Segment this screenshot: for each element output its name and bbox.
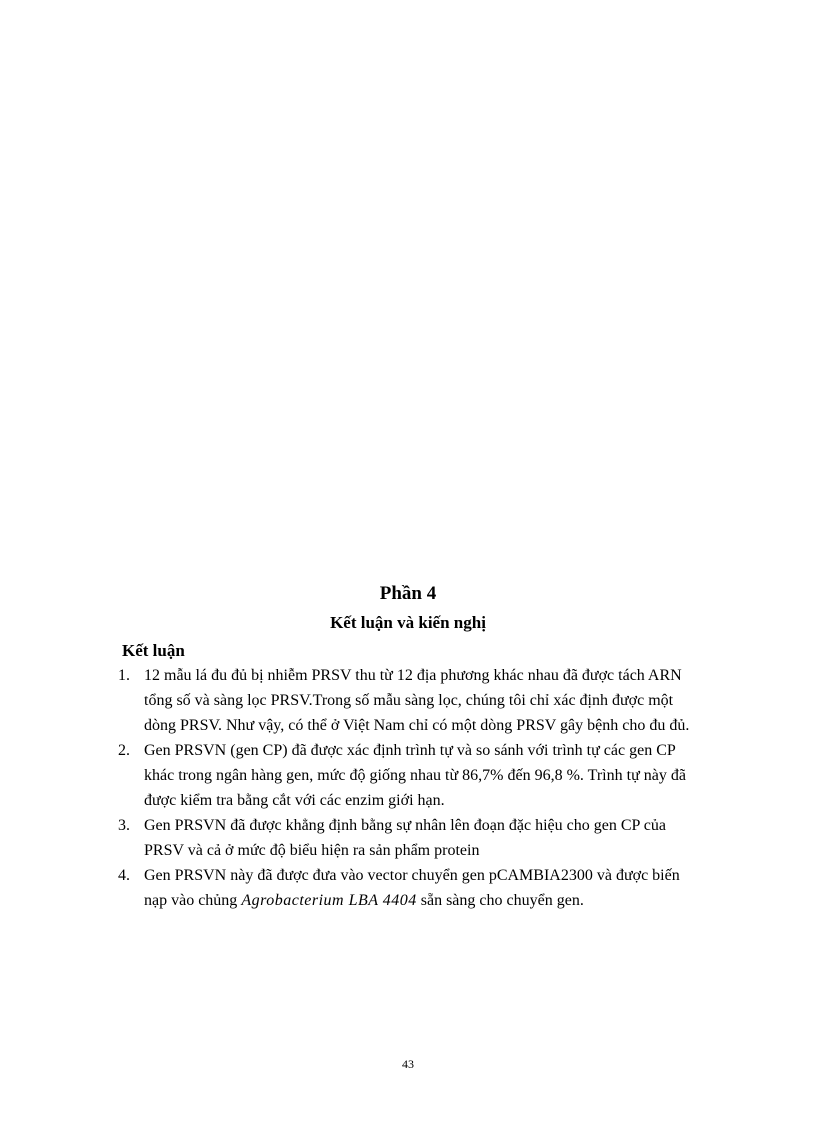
item-text-before: Gen PRSVN này đã được đưa vào vector chuyển gen pCAMBIA2300 và được biến nạp vào chủng [144, 867, 680, 909]
item-text: Gen PRSVN đã được khẳng định bằng sự nhân lên đoạn đặc hiệu cho gen CP của PRSV và cả ở mức độ biểu hiện ra sản phẩm protein [144, 817, 666, 859]
chapter-subtitle: Kết luận và kiến nghị [330, 613, 486, 632]
item-text: Gen PRSVN (gen CP) đã được xác định trình tự và so sánh với trình tự các gen CP khác trong ngân hàng gen, mức độ giống nhau từ 86,7% đến 96,8 %. Trình tự này đã được kiểm tra bằng cắt với các enzim giới hạn. [144, 742, 686, 809]
item-text-after: sẵn sàng cho chuyển gen. [416, 892, 584, 909]
item-text: 12 mẫu lá đu đủ bị nhiễm PRSV thu từ 12 địa phương khác nhau đã được tách ARN tổng số và sàng lọc PRSV.Trong số mẫu sàng lọc, chúng tôi chỉ xác định được một dòng PRSV. Như vậy, có thể ở Việt Nam chỉ có một dòng PRSV gây bệnh cho đu đủ. [144, 667, 690, 734]
item-number: 1. [118, 667, 130, 684]
item-number: 3. [118, 817, 130, 834]
item-number: 2. [118, 742, 130, 759]
conclusion-item-4 [118, 863, 698, 913]
conclusion-item-3 [118, 813, 698, 863]
conclusions-list [118, 663, 698, 913]
page-number: 43 [402, 1057, 414, 1071]
chapter-title: Phần 4 [379, 583, 437, 604]
conclusion-item-1 [118, 663, 698, 738]
item-number: 4. [118, 867, 130, 884]
conclusion-item-2 [118, 738, 698, 813]
strain-name: Agrobacterium LBA 4404 [241, 892, 417, 909]
section-heading: Kết luận [122, 641, 185, 660]
item-text [144, 863, 698, 913]
